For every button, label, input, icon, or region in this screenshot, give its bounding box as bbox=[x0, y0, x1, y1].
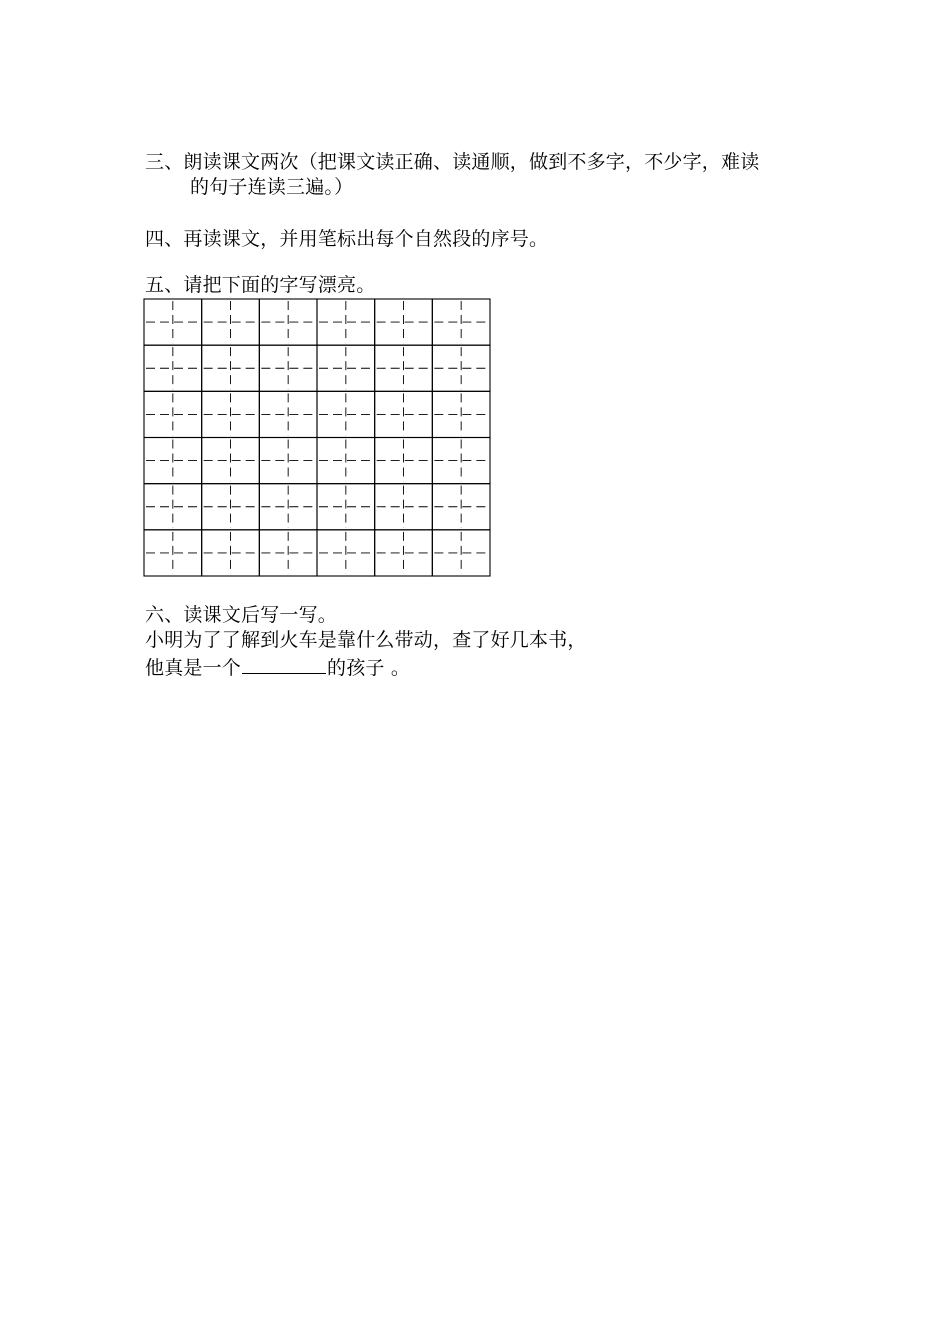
question-3-line-2: 的句子连读三遍。） bbox=[190, 176, 354, 198]
fill-in-blank[interactable] bbox=[242, 653, 326, 674]
question-6-line-1: 小明为了了解到火车是靠什么带动，查了好几本书， bbox=[145, 629, 587, 651]
question-6-text-after: 的孩子 。 bbox=[327, 657, 411, 679]
question-3-line-1: 三、朗读课文两次（把课文读正确、读通顺，做到不多字，不少字，难读 bbox=[145, 151, 760, 173]
question-6-text-before: 他真是一个 bbox=[145, 657, 242, 679]
writing-grid[interactable] bbox=[143, 298, 491, 578]
question-4: 四、再读课文，并用笔标出每个自然段的序号。 bbox=[145, 228, 549, 250]
question-6-title: 六、读课文后写一写。 bbox=[145, 604, 338, 626]
question-6-line-2 bbox=[145, 653, 410, 680]
question-5: 五、请把下面的字写漂亮。 bbox=[145, 274, 376, 296]
